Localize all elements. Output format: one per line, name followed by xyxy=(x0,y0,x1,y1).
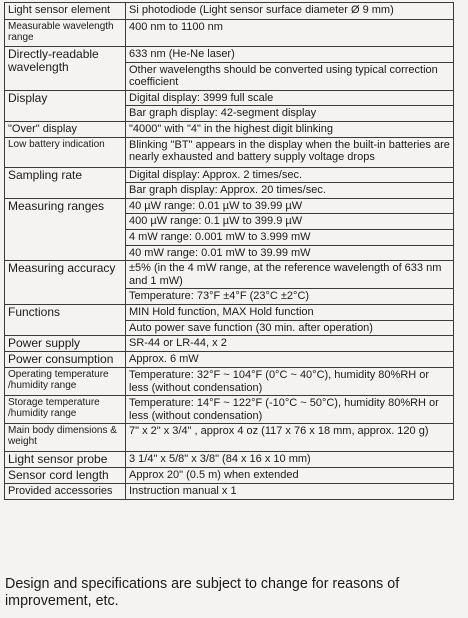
spec-label: Measurable wavelength range xyxy=(5,20,126,47)
spec-value: "4000" with "4" in the highest digit blinking xyxy=(126,121,454,137)
spec-label: Light sensor element xyxy=(5,3,126,20)
spec-label: Power consumption xyxy=(5,352,126,368)
spec-value: 7" x 2" x 3/4" , approx 4 oz (117 x 76 x 18 mm, approx. 120 g) xyxy=(126,424,454,452)
spec-value: MIN Hold function, MAX Hold function xyxy=(126,304,454,320)
spec-value: Instruction manual x 1 xyxy=(126,484,454,500)
spec-row xyxy=(5,3,454,20)
spec-label: Main body dimensions & weight xyxy=(5,424,126,452)
specifications-table xyxy=(4,2,454,500)
spec-value: Bar graph display: 42-segment display xyxy=(126,106,454,122)
spec-row xyxy=(5,47,454,63)
spec-value: 4 mW range: 0.001 mW to 3.999 mW xyxy=(126,229,454,245)
spec-value: 400 nm to 1100 nm xyxy=(126,20,454,47)
spec-label: Measuring ranges xyxy=(5,198,126,260)
spec-value: Digital display: Approx. 2 times/sec. xyxy=(126,167,454,183)
footer-note: Design and specifications are subject to change for reasons of improvement, etc. xyxy=(5,576,400,609)
spec-row xyxy=(5,261,454,289)
spec-label: Sensor cord length xyxy=(5,468,126,484)
spec-label: Low battery indication xyxy=(5,137,126,167)
spec-value: Temperature: 32°F ~ 104°F (0°C ~ 40°C), humidity 80%RH or less (without condensation) xyxy=(126,368,454,396)
spec-row xyxy=(5,121,454,137)
spec-row xyxy=(5,452,454,468)
spec-value: 40 µW range: 0.01 µW to 39.99 µW xyxy=(126,198,454,214)
spec-value: Temperature: 73°F ±4°F (23°C ±2°C) xyxy=(126,289,454,305)
spec-value: 3 1/4" x 5/8" x 3/8" (84 x 16 x 10 mm) xyxy=(126,452,454,468)
spec-label: Directly-readable wavelength xyxy=(5,47,126,91)
spec-row xyxy=(5,304,454,320)
spec-value: Bar graph display: Approx. 20 times/sec. xyxy=(126,183,454,199)
spec-value: SR-44 or LR-44, x 2 xyxy=(126,336,454,352)
spec-row xyxy=(5,137,454,167)
spec-row xyxy=(5,396,454,424)
spec-value: Other wavelengths should be converted using typical correction coefficient xyxy=(126,62,454,90)
spec-value: 633 nm (He-Ne laser) xyxy=(126,47,454,63)
spec-row xyxy=(5,90,454,106)
spec-label: Provided accessories xyxy=(5,484,126,500)
spec-row xyxy=(5,484,454,500)
spec-label: Display xyxy=(5,90,126,121)
spec-value: Approx 20" (0.5 m) when extended xyxy=(126,468,454,484)
spec-value: Digital display: 3999 full scale xyxy=(126,90,454,106)
spec-value: Blinking "BT" appears in the display when the built-in batteries are nearly exhausted and battery supply voltage drops xyxy=(126,137,454,167)
spec-label: Measuring accuracy xyxy=(5,261,126,305)
spec-row xyxy=(5,167,454,183)
spec-row xyxy=(5,336,454,352)
spec-value: Si photodiode (Light sensor surface diameter Ø 9 mm) xyxy=(126,3,454,20)
spec-value: Auto power save function (30 min. after operation) xyxy=(126,320,454,336)
spec-row xyxy=(5,20,454,47)
spec-label: Storage temperature /humidity range xyxy=(5,396,126,424)
spec-row xyxy=(5,352,454,368)
spec-value: ±5% (in the 4 mW range, at the reference wavelength of 633 nm and 1 mW) xyxy=(126,261,454,289)
spec-value: Approx. 6 mW xyxy=(126,352,454,368)
spec-value: 40 mW range: 0.01 mW to 39.99 mW xyxy=(126,245,454,261)
spec-label: Light sensor probe xyxy=(5,452,126,468)
spec-row xyxy=(5,424,454,452)
spec-label: Operating temperature /humidity range xyxy=(5,368,126,396)
spec-row xyxy=(5,468,454,484)
spec-label: Functions xyxy=(5,304,126,335)
spec-value: 400 µW range: 0.1 µW to 399.9 µW xyxy=(126,214,454,230)
spec-row xyxy=(5,368,454,396)
spec-row xyxy=(5,198,454,214)
spec-value: Temperature: 14°F ~ 122°F (-10°C ~ 50°C), humidity 80%RH or less (without condensation) xyxy=(126,396,454,424)
spec-label: Sampling rate xyxy=(5,167,126,198)
spec-label: Power supply xyxy=(5,336,126,352)
spec-label: "Over" display xyxy=(5,121,126,137)
